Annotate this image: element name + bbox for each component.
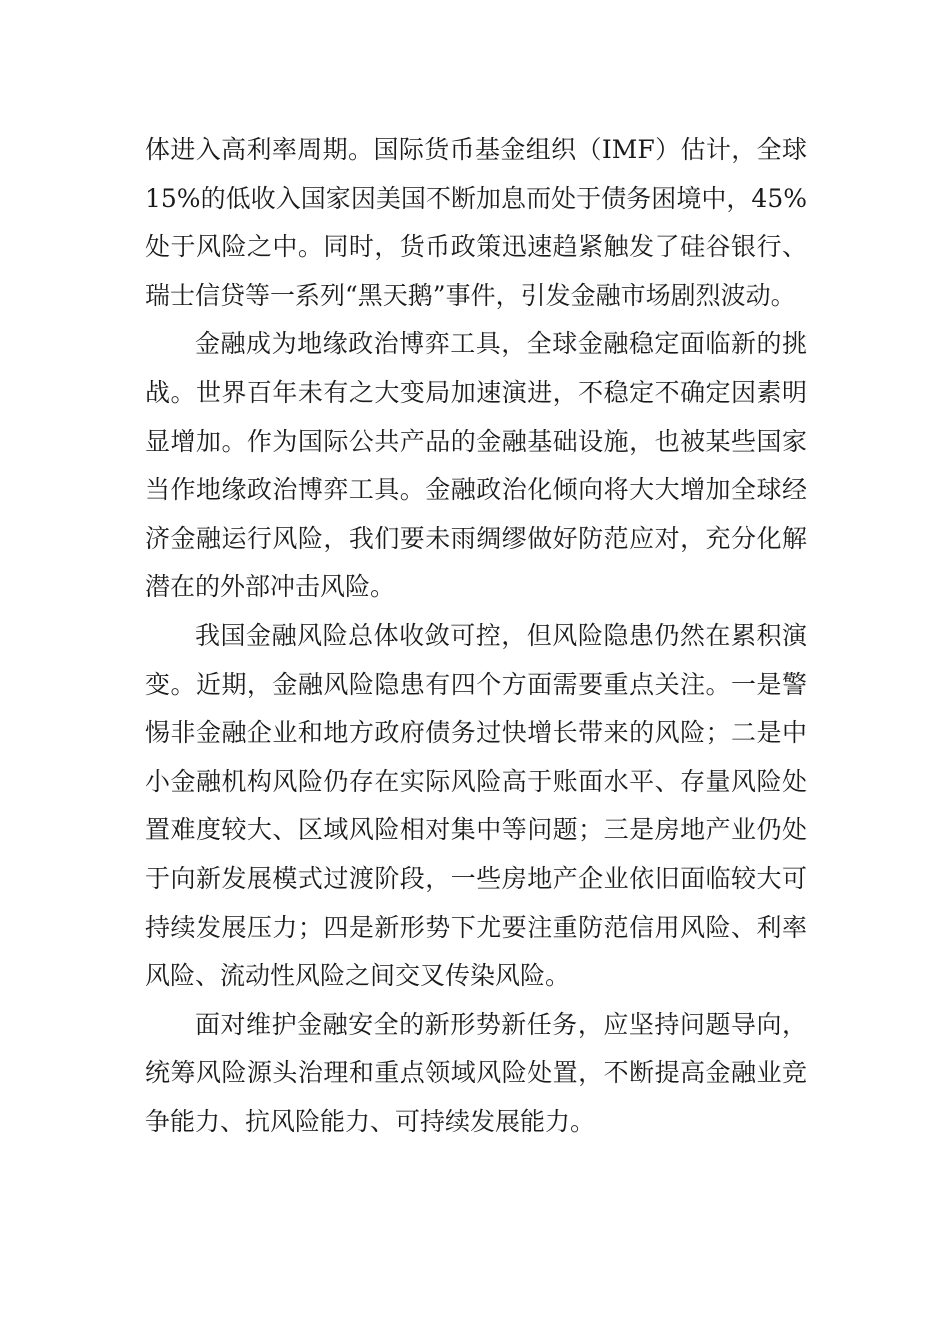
paragraph-response: 面对维护金融安全的新形势新任务，应坚持问题导向，统筹风险源头治理和重点领域风险处置，不断提高金融业竞争能力、抗风险能力、可持续发展能力。 (145, 1009, 807, 1136)
document-body (145, 126, 807, 1146)
paragraph-geopolitics: 金融成为地缘政治博弈工具，全球金融稳定面临新的挑战。世界百年未有之大变局加速演进，不稳定不确定因素明显增加。作为国际公共产品的金融基础设施，也被某些国家当作地缘政治博弈工具。金融政治化倾向将大大增加全球经济金融运行风险，我们要未雨绸缪做好防范应对，充分化解潜在的外部冲击风险。 (145, 329, 807, 602)
paragraph-continued: 体进入高利率周期。国际货币基金组织（IMF）估计，全球15%的低收入国家因美国不断加息而处于债务困境中，45%处于风险之中。同时，货币政策迅速趋紧触发了硅谷银行、瑞士信贷等一系列“黑天鹅”事件，引发金融市场剧烈波动。 (145, 135, 807, 310)
paragraph-domestic-risk: 我国金融风险总体收敛可控，但风险隐患仍然在累积演变。近期，金融风险隐患有四个方面需要重点关注。一是警惕非金融企业和地方政府债务过快增长带来的风险；二是中小金融机构风险仍存在实际风险高于账面水平、存量风险处置难度较大、区域风险相对集中等问题；三是房地产业仍处于向新发展模式过渡阶段，一些房地产企业依旧面临较大可持续发展压力；四是新形势下尤要注重防范信用风险、利率风险、流动性风险之间交叉传染风险。 (145, 620, 807, 991)
